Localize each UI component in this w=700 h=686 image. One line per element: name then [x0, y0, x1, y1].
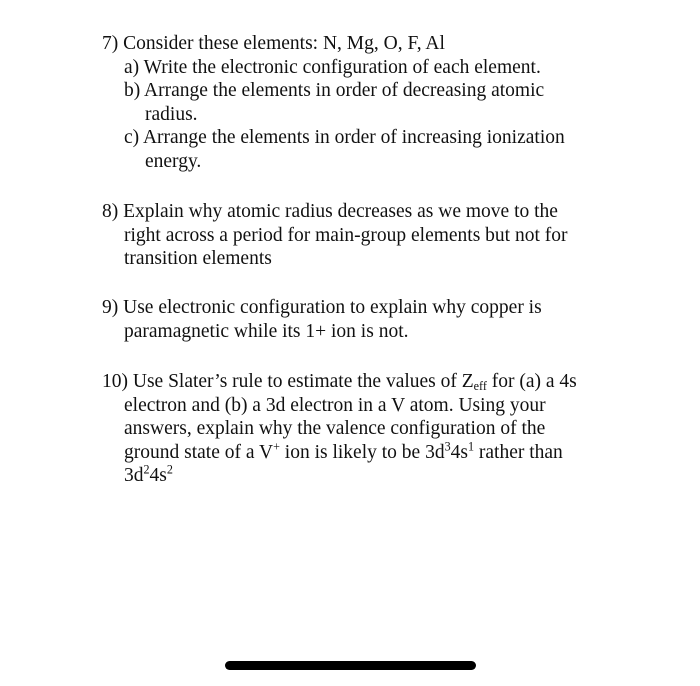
question-10-line3: answers, explain why the valence configuration of the	[124, 418, 546, 439]
question-10-line4-pre: ground state of a V	[124, 441, 274, 463]
config-alt-4s-exponent: 2	[166, 462, 173, 477]
question-10	[102, 370, 622, 488]
question-10-line4-mid2: 4s	[450, 441, 468, 463]
z-eff-subscript: eff	[473, 379, 487, 394]
question-10-line4-post: rather than	[474, 441, 563, 463]
question-10-line1-pre: 10) Use Slater’s rule to estimate the values of Z	[102, 371, 474, 392]
question-10-line2: electron and (b) a 3d electron in a V atom. Using your	[124, 394, 546, 416]
question-10-line5	[102, 464, 622, 488]
home-indicator-bar[interactable]	[225, 661, 476, 670]
question-10-line1	[102, 370, 622, 394]
question-9-line2: paramagnetic while its 1+ ion is not.	[124, 320, 409, 342]
question-10-line4-mid: ion is likely to be 3d	[279, 441, 445, 463]
question-8-line2: right across a period for main-group elements but not for	[124, 224, 568, 246]
question-8	[102, 200, 622, 271]
question-9-line1: 9) Use electronic configuration to explain why copper is	[102, 297, 542, 318]
question-7c-line2: energy.	[145, 150, 202, 172]
question-7c-line1: c) Arrange the elements in order of increasing ionization	[124, 127, 565, 148]
v-ion-charge: +	[273, 439, 280, 454]
config-alt-3d-exponent: 2	[143, 462, 150, 477]
question-9	[102, 296, 622, 343]
question-7-title: 7) Consider these elements: N, Mg, O, F, Al	[102, 33, 445, 54]
question-10-line1-post: for (a) a 4s	[486, 371, 577, 392]
question-8-line1: 8) Explain why atomic radius decreases as we move to the	[102, 201, 558, 222]
question-10-line4	[102, 441, 622, 465]
config-3d-exponent: 3	[444, 439, 451, 454]
question-7	[102, 32, 622, 173]
config-alt-3d: 3d	[124, 465, 144, 486]
question-7a: a) Write the electronic configuration of each element.	[124, 56, 541, 78]
config-alt-4s: 4s	[149, 465, 167, 486]
config-4s-exponent: 1	[467, 439, 475, 454]
question-7b-line2: radius.	[145, 103, 198, 125]
question-7b-line1: b) Arrange the elements in order of decreasing atomic	[124, 80, 545, 101]
question-8-line3: transition elements	[124, 248, 272, 269]
